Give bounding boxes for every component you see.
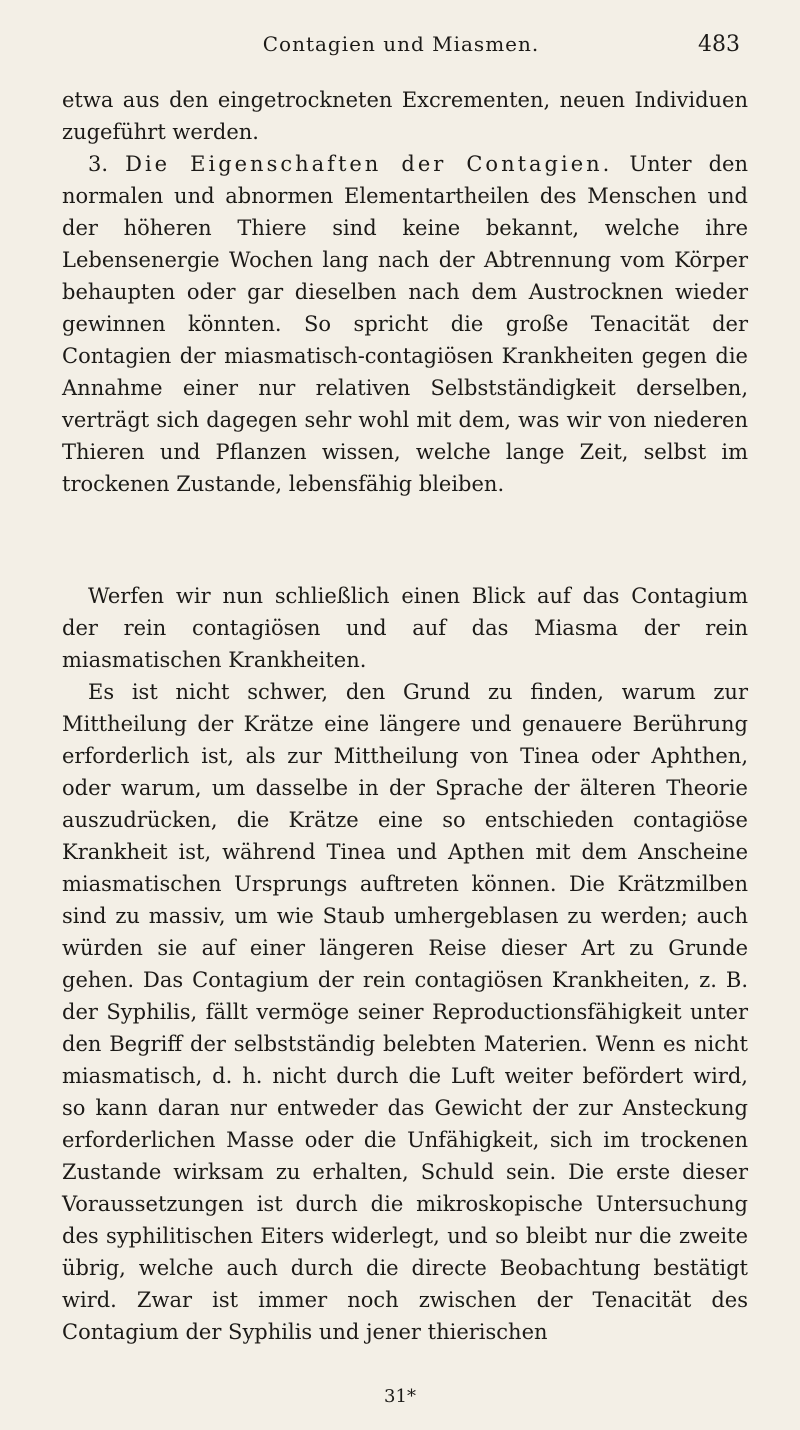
paragraph-section-3 [62, 148, 748, 500]
paragraph-blick: Werfen wir nun schließlich einen Blick auf das Contagium der rein contagiösen und auf das Miasma der rein miasmatischen Krankheiten. [62, 584, 748, 672]
section-text: Unter den normalen und abnormen Elementartheilen des Menschen und der höheren Thiere sind keine bekannt, welche ihre Lebensenergie Wochen lang nach der Abtrennung vom Körper behaupten oder gar dieselben nach dem Austrocknen wieder gewinnen könnten. So spricht die große Tenacität der Contagien der miasmatisch-contagiösen Krankheiten gegen die Annahme einer nur relativen Selbstständigkeit derselben, verträgt sich dagegen sehr wohl mit dem, was wir von niederen Thieren und Pflanzen wissen, welche lange Zeit, selbst im trockenen Zustande, lebensfähig bleiben. [62, 152, 748, 496]
page-number: 483 [698, 32, 740, 57]
paragraph-kraetze: Es ist nicht schwer, den Grund zu finden, warum zur Mittheilung der Krätze eine längere und genauere Berührung erforderlich ist, als zur Mittheilung von Tinea oder Aphthen, oder warum, um dasselbe in der Sprache der älteren Theorie auszudrücken, die Krätze eine so entschieden contagiöse Krankheit ist, während Tinea und Apthen mit dem Anscheine miasmatischen Ursprungs auftreten können. Die Krätzmilben sind zu massiv, um wie Staub umhergeblasen zu werden; auch würden sie auf einer längeren Reise dieser Art zu Grunde gehen. Das Contagium der rein contagiösen Krankheiten, z. B. der Syphilis, fällt vermöge seiner Reproductionsfähigkeit unter den Begriff der selbstständig belebten Materien. Wenn es nicht miasmatisch, d. h. nicht durch die Luft weiter befördert wird, so kann daran nur entweder das Gewicht der zur Ansteckung erforderlichen Masse oder die Unfähigkeit, sich im trockenen Zustande wirksam zu erhalten, Schuld sein. Die erste dieser Voraussetzungen ist durch die mikroskopische Untersuchung des syphilitischen Eiters widerlegt, und so bleibt nur die zweite übrig, welche auch durch die directe Beobachtung bestätigt wird. Zwar ist immer noch zwischen der Tenacität des Contagium der Syphilis und jener thierischen [62, 680, 748, 1344]
signature-mark: 31* [384, 1386, 416, 1407]
paragraph-continuation: etwa aus den eingetrockneten Excrementen, neuen Individuen zugeführt werden. [62, 88, 748, 144]
running-head: Contagien und Miasmen. [262, 32, 540, 56]
section-number: 3. [88, 152, 109, 176]
page-header [62, 32, 740, 72]
section-heading: Die Eigenschaften der Contagien. [125, 152, 613, 176]
